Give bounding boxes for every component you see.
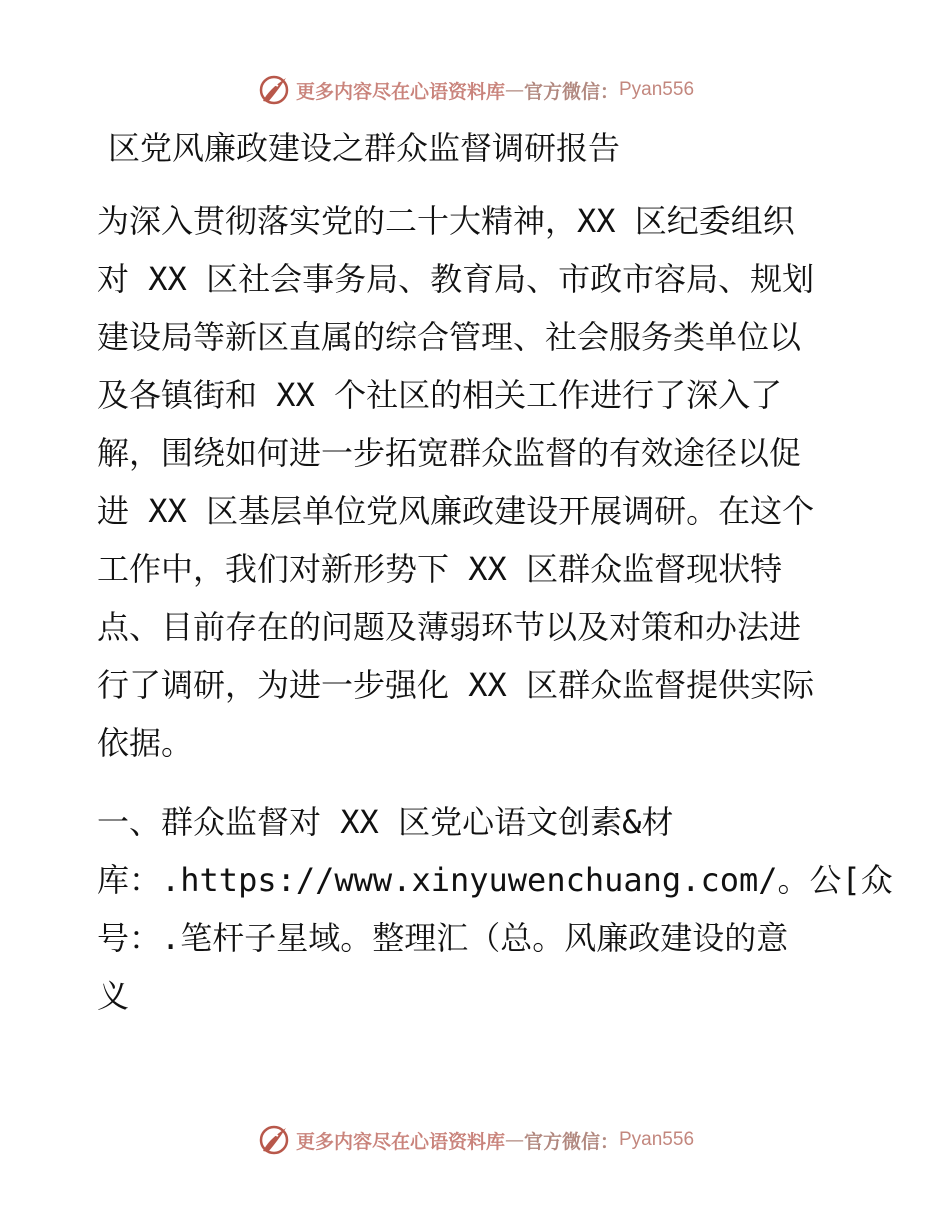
paragraph-line: 解，围绕如何进一步拓宽群众监督的有效途径以促 xyxy=(97,434,802,472)
paragraph-line: 号：.笔杆子星域。整理汇（总。风廉政建设的意 xyxy=(97,919,789,957)
paragraph-line: 库：.https://www.xinyuwenchuang.com/。公[众 xyxy=(97,861,893,899)
paragraph-line: 对 XX 区社会事务局、教育局、市政市容局、规划 xyxy=(97,260,815,298)
banner-official-label: 官方微信： xyxy=(523,80,619,103)
banner-wechat-id: Pyan556 xyxy=(619,1129,695,1150)
paragraph-line: 依据。 xyxy=(97,724,194,762)
banner-dash: — xyxy=(504,1129,524,1151)
brush-pen-logo-icon xyxy=(256,72,292,108)
section-one-heading xyxy=(97,793,893,1025)
paragraph-line: 点、目前存在的问题及薄弱环节以及对策和办法进 xyxy=(97,608,802,646)
header-banner xyxy=(0,70,950,110)
banner-text: 更多内容尽在心语资料库 xyxy=(295,80,505,103)
document-title: 区党风廉政建设之群众监督调研报告 xyxy=(108,129,621,167)
banner-official-label: 官方微信： xyxy=(523,1130,619,1153)
banner-dash: — xyxy=(504,79,524,101)
paragraph-line: 行了调研，为进一步强化 XX 区群众监督提供实际 xyxy=(97,666,815,704)
footer-banner xyxy=(0,1120,950,1160)
paragraph-line: 义 xyxy=(97,977,130,1015)
paragraph-line: 进 XX 区基层单位党风廉政建设开展调研。在这个 xyxy=(97,492,815,530)
paragraph-intro xyxy=(97,192,867,772)
paragraph-line: 为深入贯彻落实党的二十大精神，XX 区纪委组织 xyxy=(97,202,795,240)
paragraph-line: 及各镇街和 XX 个社区的相关工作进行了深入了 xyxy=(97,376,783,414)
brush-pen-logo-icon xyxy=(256,1122,292,1158)
paragraph-line: 工作中，我们对新形势下 XX 区群众监督现状特 xyxy=(97,550,783,588)
banner-wechat-id: Pyan556 xyxy=(619,79,695,100)
banner-text: 更多内容尽在心语资料库 xyxy=(295,1130,505,1153)
paragraph-line: 建设局等新区直属的综合管理、社会服务类单位以 xyxy=(97,318,802,356)
paragraph-line: 一、群众监督对 XX 区党心语文创素&材 xyxy=(97,803,674,841)
